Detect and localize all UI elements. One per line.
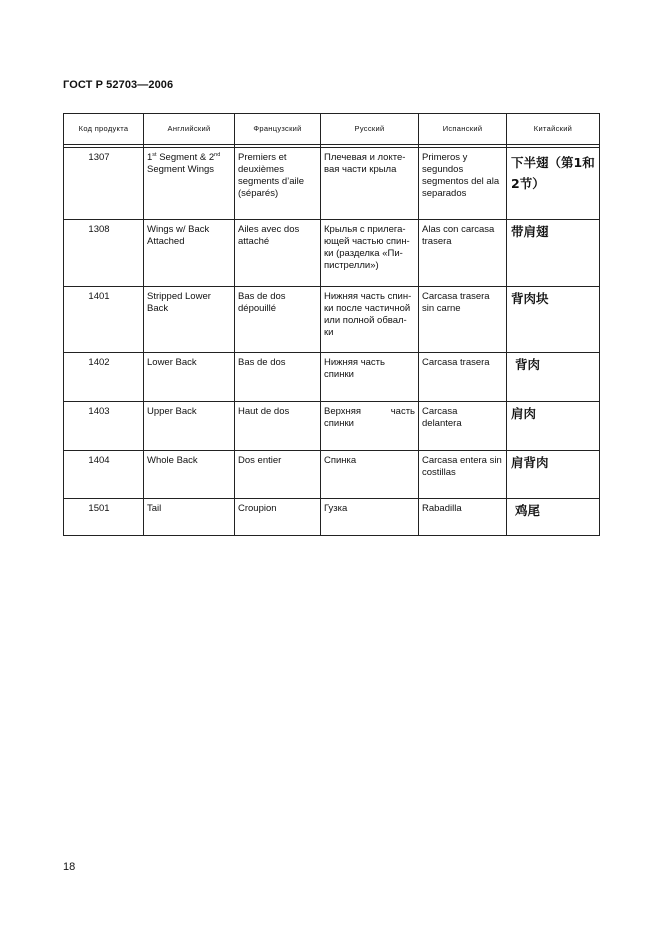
chinese-name: 背肉 — [515, 357, 541, 372]
table-header-row — [64, 114, 600, 145]
english-name: Wings w/ Back Attached — [147, 224, 210, 247]
russian-name: Нижняя часть спин-ки после частичной или полной обвал-ки — [324, 291, 412, 338]
english-name: 1st Segment & 2nd Segment Wings — [147, 152, 221, 175]
french-name: Ailes avec dos attaché — [238, 224, 300, 247]
product-code: 1403 — [88, 406, 110, 417]
spanish-name: Alas con carcasa trasera — [422, 224, 495, 247]
chinese-name: 肩肉 — [511, 406, 537, 421]
russian-name: Гузка — [324, 503, 348, 514]
french-name: Haut de dos — [238, 406, 290, 417]
table-row — [64, 353, 600, 402]
product-code: 1501 — [88, 503, 110, 514]
page-number: 18 — [63, 861, 76, 873]
spanish-name: Carcasa delantera — [422, 406, 462, 429]
document-header: ГОСТ Р 52703—2006 — [63, 79, 174, 91]
product-code: 1402 — [88, 357, 110, 368]
spanish-name: Rabadilla — [422, 503, 462, 514]
chinese-name: 背肉块 — [511, 291, 549, 306]
spanish-name: Carcasa trasera — [422, 357, 490, 368]
table-row — [64, 499, 600, 536]
spanish-name: Carcasa entera sin costillas — [422, 455, 502, 478]
chinese-name: 鸡尾 — [515, 503, 541, 518]
product-code: 1307 — [88, 152, 110, 163]
french-name: Bas de dos dépouillé — [238, 291, 286, 314]
russian-name: Крылья с прилега-ющей частью спин-ки (разделка «Пи-пистрелли») — [324, 224, 410, 271]
product-code: 1404 — [88, 455, 110, 466]
english-name: Tail — [147, 503, 162, 514]
product-code: 1308 — [88, 224, 110, 235]
russian-name: Спинка — [324, 455, 357, 466]
french-name: Premiers et deuxièmes segments d’aile (séparés) — [238, 152, 305, 199]
chinese-name: 带肩翅 — [511, 224, 549, 239]
spanish-name: Primeros y segundos segmentos del ala separados — [422, 152, 500, 199]
french-name: Bas de dos — [238, 357, 286, 368]
table-row — [64, 287, 600, 353]
column-header-english: Английский — [144, 114, 235, 145]
table-row — [64, 220, 600, 287]
french-name: Croupion — [238, 503, 277, 514]
table-row — [64, 402, 600, 451]
product-code-table — [63, 113, 600, 536]
english-name: Whole Back — [147, 455, 198, 466]
russian-name: Нижняя часть спинки — [324, 357, 385, 380]
french-name: Dos entier — [238, 455, 282, 466]
english-name: Upper Back — [147, 406, 197, 417]
column-header-code: Код продукта — [64, 114, 144, 145]
russian-name: Верхняя часть спинки — [324, 406, 415, 429]
column-header-french: Французский — [235, 114, 321, 145]
column-header-chinese: Китайский — [507, 114, 600, 145]
spanish-name: Carcasa trasera sin carne — [422, 291, 490, 314]
column-header-spanish: Испанский — [419, 114, 507, 145]
table-row — [64, 148, 600, 220]
english-name: Stripped Lower Back — [147, 291, 211, 314]
chinese-name: 下半翅（第1和2节） — [511, 155, 595, 191]
column-header-russian: Русский — [321, 114, 419, 145]
chinese-name: 肩背肉 — [511, 455, 549, 470]
english-name: Lower Back — [147, 357, 197, 368]
russian-name: Плечевая и локте-вая части крыла — [324, 152, 406, 175]
table-row — [64, 451, 600, 499]
product-code: 1401 — [88, 291, 110, 302]
